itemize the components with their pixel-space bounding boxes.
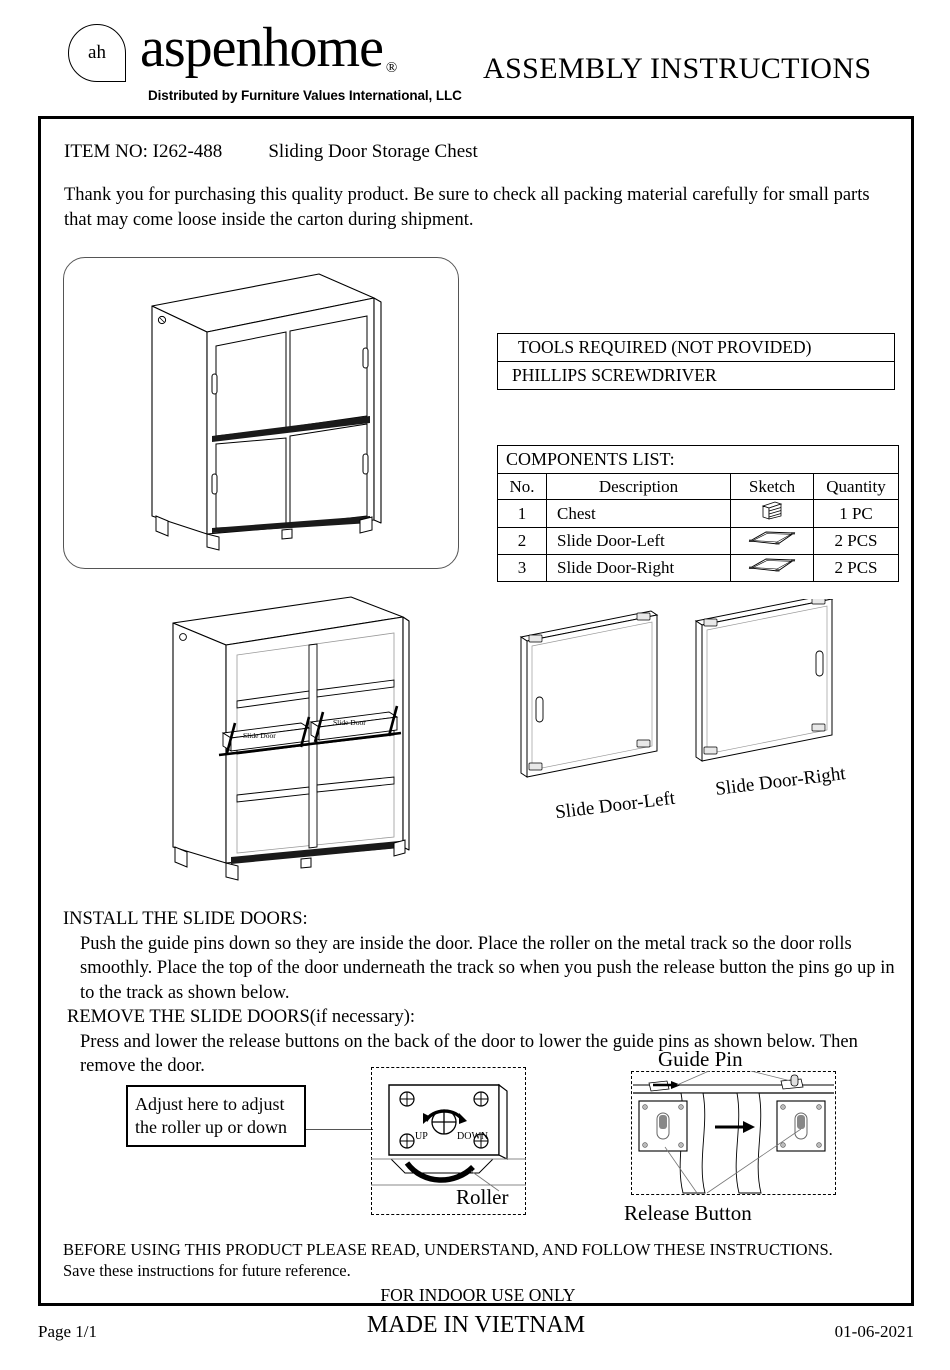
page-title: ASSEMBLY INSTRUCTIONS bbox=[483, 52, 872, 85]
brand-name: aspenhome bbox=[140, 17, 383, 79]
chest-open-drawing bbox=[151, 595, 451, 895]
row-quantity: 2 PCS bbox=[814, 528, 899, 555]
intro-paragraph: Thank you for purchasing this quality product. Be sure to check all packing material carefully for small parts that may come loose inside the carton during shipment. bbox=[64, 185, 870, 230]
indoor-use-note: FOR INDOOR USE ONLY bbox=[380, 1285, 576, 1305]
down-label: DOWN bbox=[457, 1131, 489, 1142]
brand-wordmark bbox=[140, 17, 397, 90]
slide-door-track-label-right: Slide Door bbox=[333, 718, 366, 727]
roller-label: Roller bbox=[456, 1185, 509, 1209]
install-body: Push the guide pins down so they are inside the door. Place the roller on the metal track so the door rolls smoothly. Place the top of the door underneath the track so when you push the release button the pins go up in to the track as shown below. bbox=[80, 933, 895, 1003]
callout-leader-line bbox=[306, 1129, 373, 1130]
components-title-row bbox=[498, 446, 899, 474]
guide-pin-diagram bbox=[586, 1047, 886, 1233]
column-header-no: No. bbox=[498, 474, 547, 500]
row-no: 1 bbox=[498, 500, 547, 528]
row-quantity: 1 PC bbox=[814, 500, 899, 528]
column-header-sketch: Sketch bbox=[731, 474, 814, 500]
distributor-tagline: Distributed by Furniture Values International, LLC bbox=[148, 88, 462, 103]
components-header-row bbox=[498, 474, 899, 500]
roller-adjust-diagram bbox=[126, 1067, 509, 1227]
slide-door-right-label: Slide Door-Right bbox=[714, 763, 847, 800]
row-quantity: 2 PCS bbox=[814, 555, 899, 582]
footer-warning: BEFORE USING THIS PRODUCT PLEASE READ, UNDERSTAND, AND FOLLOW THESE INSTRUCTIONS. bbox=[63, 1240, 833, 1259]
row-description: Slide Door-Right bbox=[547, 555, 731, 582]
tools-header-cell: TOOLS REQUIRED (NOT PROVIDED) bbox=[498, 334, 895, 362]
chest-open-illustration bbox=[151, 595, 451, 895]
footer-save-note: Save these instructions for future reference. bbox=[63, 1261, 351, 1280]
page-number: Page 1/1 bbox=[38, 1322, 98, 1341]
footer-notices bbox=[63, 1239, 903, 1281]
chest-closed-illustration bbox=[63, 257, 459, 569]
roller-callout-box: Adjust here to adjust the roller up or down bbox=[126, 1085, 306, 1147]
page-footer-bar bbox=[38, 1312, 914, 1356]
page-header bbox=[0, 0, 950, 112]
guide-pin-drawing bbox=[631, 1071, 836, 1195]
row-no: 3 bbox=[498, 555, 547, 582]
slide-door-right-drawing bbox=[696, 599, 832, 761]
chest-sketch-glyph bbox=[761, 501, 783, 521]
up-label: UP bbox=[415, 1131, 428, 1142]
chest-closed-drawing bbox=[64, 258, 458, 568]
item-line bbox=[64, 141, 478, 163]
tools-item-cell: PHILLIPS SCREWDRIVER bbox=[498, 362, 895, 390]
aspenhome-logo-icon bbox=[68, 24, 128, 84]
slide-door-left-label: Slide Door-Left bbox=[554, 787, 677, 824]
made-in-label: MADE IN VIETNAM bbox=[366, 1312, 586, 1338]
remove-body: Press and lower the release buttons on the back of the door to lower the guide pins as shown below. Then remove the door. bbox=[80, 1031, 858, 1076]
tools-required-table bbox=[497, 333, 895, 390]
components-title-cell: COMPONENTS LIST: bbox=[498, 446, 899, 474]
item-number: ITEM NO: I262-488 bbox=[64, 141, 223, 162]
table-row bbox=[498, 528, 899, 555]
row-description: Slide Door-Left bbox=[547, 528, 731, 555]
guide-pin-label: Guide Pin bbox=[658, 1047, 743, 1071]
tools-item-row bbox=[498, 362, 895, 390]
item-description: Sliding Door Storage Chest bbox=[268, 141, 478, 162]
door-panel-icon bbox=[731, 555, 814, 582]
slide-door-illustrations bbox=[511, 599, 891, 849]
tools-header-row bbox=[498, 334, 895, 362]
column-header-quantity: Quantity bbox=[814, 474, 899, 500]
row-description: Chest bbox=[547, 500, 731, 528]
remove-heading: REMOVE THE SLIDE DOORS(if necessary): bbox=[67, 1007, 416, 1027]
document-date: 01-06-2021 bbox=[834, 1322, 914, 1341]
column-header-description: Description bbox=[547, 474, 731, 500]
components-list-table bbox=[497, 445, 899, 582]
table-row bbox=[498, 500, 899, 528]
table-row bbox=[498, 555, 899, 582]
registered-mark: ® bbox=[385, 60, 397, 76]
row-no: 2 bbox=[498, 528, 547, 555]
slide-door-track-label-left: Slide Door bbox=[243, 731, 276, 740]
slide-door-left-drawing bbox=[521, 611, 657, 777]
logo-badge-text: ah bbox=[88, 42, 106, 63]
door-panel-icon bbox=[731, 528, 814, 555]
chest-icon bbox=[731, 500, 814, 528]
release-button-label: Release Button bbox=[624, 1201, 752, 1225]
door-panel-sketch-glyph bbox=[746, 556, 798, 575]
install-heading: INSTALL THE SLIDE DOORS: bbox=[63, 909, 308, 929]
content-frame bbox=[38, 116, 914, 1306]
door-panel-sketch-glyph bbox=[746, 529, 798, 548]
